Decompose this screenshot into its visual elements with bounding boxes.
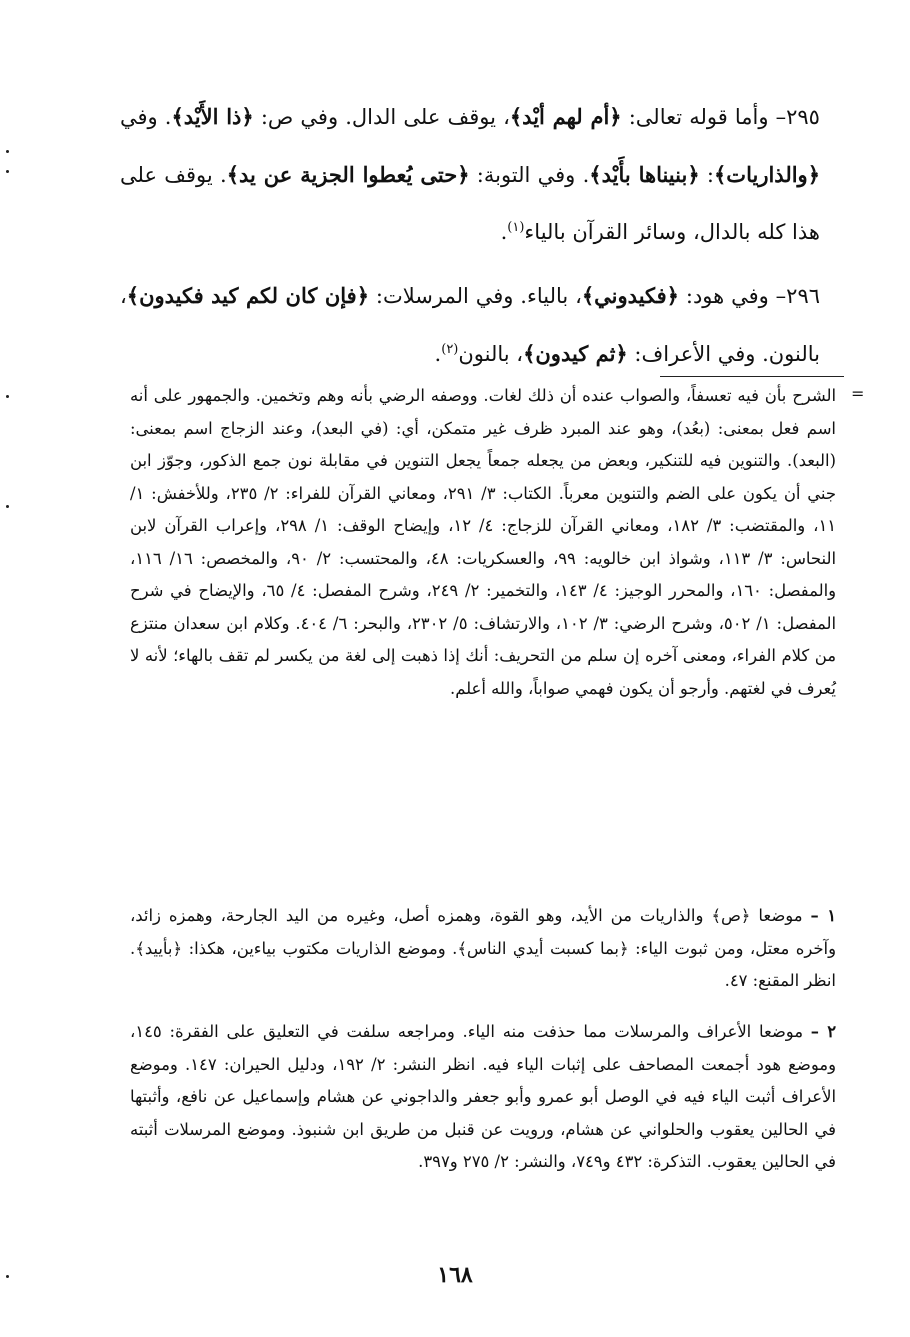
- quran-quote: ﴿فإن كان لكم كيد فكيدون﴾: [126, 283, 370, 308]
- footnote-ref-1[interactable]: (١): [507, 220, 525, 235]
- footnote-separator: [660, 376, 844, 377]
- footnote-text: موضعا الأعراف والمرسلات مما حذفت منه الياء. ومراجعه سلفت في التعليق على الفقرة: ١٤٥، وموضع هود أجمعت المصاحف على إثبات الياء فيه. انظر النشر: ٢/ ١٩٢، ودليل الحيران: ١٤٧. وموضع الأعراف أثبت الياء فيه في الوصل أبو عمرو وأبو جعفر والداجوني عن هشام وإسماعيل عن نافع، وأثبتها في الحالين يعقوب والحلواني عن هشام، ورويت عن قنبل من طريق ابن شنبوذ. وموضع المرسلات أثبته في الحالين يعقوب. التذكرة: ٤٣٢ و٧٤٩، والنشر: ٢/ ٢٧٥ و٣٩٧.: [130, 1022, 836, 1171]
- text: .: [500, 220, 508, 244]
- footnote-text: موضعا ﴿ص﴾ والذاريات من الأيد، وهو القوة، وهمزه أصل، وغيره من اليد الجارحة، وهمزه زائد، وآخره معتل، ومن ثبوت الياء: ﴿بما كسبت أيدي الناس﴾. وموضع الذاريات مكتوب بياءين، هكذا: ﴿بأييد﴾. انظر المقنع: ٤٧.: [130, 906, 836, 990]
- margin-mark: [6, 1275, 9, 1278]
- quran-quote: ﴿حتى يُعطوا الجزية عن يد﴾: [226, 162, 470, 187]
- quran-quote: ﴿فكيدوني﴾: [581, 283, 679, 308]
- margin-mark: [6, 170, 9, 173]
- text: . وفي: [120, 105, 172, 129]
- text: .: [434, 342, 442, 366]
- quran-quote: ﴿والذاريات﴾: [714, 162, 820, 187]
- margin-mark: [6, 150, 9, 153]
- page-number: ١٦٨: [437, 1262, 473, 1288]
- paragraph-295: [120, 88, 820, 261]
- footnote-1: [130, 900, 836, 998]
- main-text: [120, 88, 820, 389]
- paragraph-296: [120, 267, 820, 383]
- text: ، بالياء. وفي المرسلات:: [369, 284, 582, 308]
- text: ٢٩٥– وأما قوله تعالى:: [621, 105, 820, 129]
- footnote-ref-2[interactable]: (٢): [441, 342, 459, 357]
- quran-quote: ﴿بنيناها بأَيْد﴾: [589, 162, 700, 187]
- quran-quote: ﴿ثم كيدون﴾: [523, 341, 628, 366]
- footnote-number: ١ –: [810, 906, 836, 925]
- margin-mark: [6, 395, 9, 398]
- quran-quote: ﴿أم لهم أيْد﴾: [509, 104, 622, 129]
- text: ٢٩٦– وفي هود:: [678, 284, 821, 308]
- text: ، بالنون. وفي الأعراف:: [120, 284, 820, 366]
- quran-quote: ﴿ذا الأَيْد﴾: [171, 104, 254, 129]
- footnote-number: ٢ –: [810, 1022, 836, 1041]
- footnote-continuation: الشرح بأن فيه تعسفاً، والصواب عنده أن ذلك لغات. ووصفه الرضي بأنه وهم وتخمين. والجمهور على أنه اسم فعل بمعنى: (بعُد)، وهو عند المبرد ظرف غير متمكن، أي: (في البعد)، وعند الزجاج اسم بمعنى: (البعد). والتنوين فيه للتنكير، وبعض من يجعله جمعاً يجعل التنوين في مقابلة نون جمع الذكور، وجوّز ابن جني أن يكون على الضم والتنوين معرباً. الكتاب: ٣/ ٢٩١، ومعاني القرآن للفراء: ٢/ ٢٣٥، وللأخفش: ١/ ١١، والمقتضب: ٣/ ١٨٢، ومعاني القرآن للزجاج: ٤/ ١٢، وإيضاح الوقف: ١/ ٢٩٨، وإعراب القرآن لابن النحاس: ٣/ ١١٣، وشواذ ابن خالويه: ٩٩، والعسكريات: ٤٨، والمحتسب: ٢/ ٩٠، والمخصص: ١٦/ ١١٦، والمفصل: ١٦٠، والمحرر الوجيز: ٤/ ١٤٣، والتخمير: ٢/ ٢٤٩، وشرح المفصل: ٤/ ٦٥، والإيضاح في شرح المفصل: ١/ ٥٠٢، وشرح الرضي: ٣/ ١٠٢، والارتشاف: ٥/ ٢٣٠٢، والبحر: ٦/ ٤٠٤. وكلام ابن سعدان منتزع من كلام الفراء، ومعنى آخره إن سلم من التحريف: أنك إذا ذهبت إلى لغة من يكسر لم تقف بالهاء؛ لأنه لا يُعرف في لغتهم. وأرجو أن يكون فهمي صواباً، والله أعلم.: [130, 386, 837, 698]
- continuation-mark: =: [851, 384, 865, 403]
- text: ، بالنون: [458, 342, 524, 366]
- margin-mark: [6, 505, 9, 508]
- text: ، يوقف على الدال. وفي ص:: [253, 105, 510, 129]
- text: . يوقف على هذا كله بالدال، وسائر القرآن بالياء: [120, 163, 820, 244]
- footnote-2: [130, 1016, 836, 1179]
- text: :: [699, 163, 714, 187]
- text: . وفي التوبة:: [469, 163, 590, 187]
